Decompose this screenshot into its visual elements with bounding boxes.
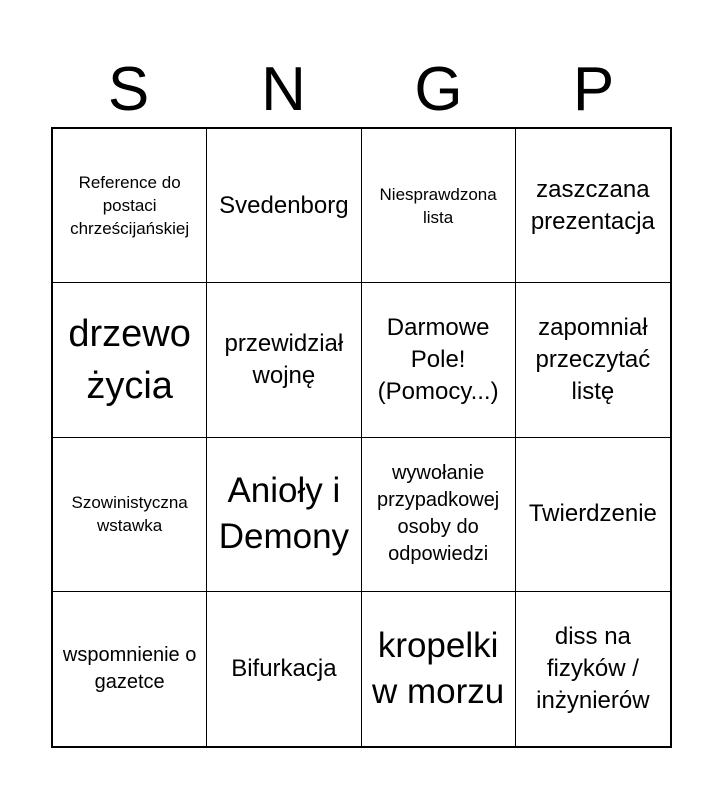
bingo-cell-r3-c2[interactable] <box>207 438 361 592</box>
bingo-cell-text: Anioły i Demony <box>218 471 350 557</box>
bingo-cell-text: Svedenborg <box>219 191 349 219</box>
bingo-cell-r3-c3[interactable] <box>362 438 516 592</box>
bingo-cell-text: wywołanie przypadkowej osoby do odpowiedzi <box>376 462 500 566</box>
header-letter-3: G <box>414 55 463 124</box>
bingo-cell-r2-c4[interactable] <box>516 283 670 437</box>
bingo-cell-r1-c3[interactable] <box>362 129 516 283</box>
header-letter-2: N <box>261 55 306 124</box>
bingo-cell-text: przewidział wojnę <box>224 329 344 389</box>
bingo-cell-r4-c1[interactable] <box>53 592 207 746</box>
bingo-cell-text: zaszczana prezentacja <box>530 175 655 235</box>
bingo-header <box>51 52 671 128</box>
bingo-cell-text: Niesprawdzona lista <box>379 184 497 227</box>
bingo-cell-r3-c1[interactable] <box>53 438 207 592</box>
bingo-cell-r4-c2[interactable] <box>207 592 361 746</box>
bingo-cell-r4-c3[interactable] <box>362 592 516 746</box>
bingo-cell-text: diss na fizyków / inżynierów <box>536 622 650 714</box>
bingo-grid <box>51 127 672 748</box>
bingo-cell-text: Reference do postaci chrześcijańskiej <box>70 173 190 239</box>
bingo-cell-r3-c4[interactable] <box>516 438 670 592</box>
bingo-cell-text: kropelki w morzu <box>372 625 505 711</box>
bingo-cell-r1-c2[interactable] <box>207 129 361 283</box>
header-letter-1: S <box>107 55 150 124</box>
bingo-cell-text: zapomniał przeczytać listę <box>535 313 651 405</box>
header-letter-4: P <box>572 55 615 124</box>
bingo-cell-r2-c3[interactable] <box>362 283 516 437</box>
bingo-cell-text: drzewo życia <box>68 312 191 407</box>
bingo-cell-text: Szowinistyczna wstawka <box>71 493 188 536</box>
bingo-cell-r2-c1[interactable] <box>53 283 207 437</box>
bingo-cell-text: Bifurkacja <box>231 654 337 682</box>
bingo-cell-r1-c1[interactable] <box>53 129 207 283</box>
bingo-cell-text: Twierdzenie <box>528 500 657 528</box>
bingo-cell-text: wspomnienie o gazetce <box>62 643 197 693</box>
bingo-cell-r1-c4[interactable] <box>516 129 670 283</box>
bingo-cell-r4-c4[interactable] <box>516 592 670 746</box>
bingo-cell-text: Darmowe Pole! (Pomocy...) <box>377 313 499 405</box>
bingo-cell-r2-c2[interactable] <box>207 283 361 437</box>
